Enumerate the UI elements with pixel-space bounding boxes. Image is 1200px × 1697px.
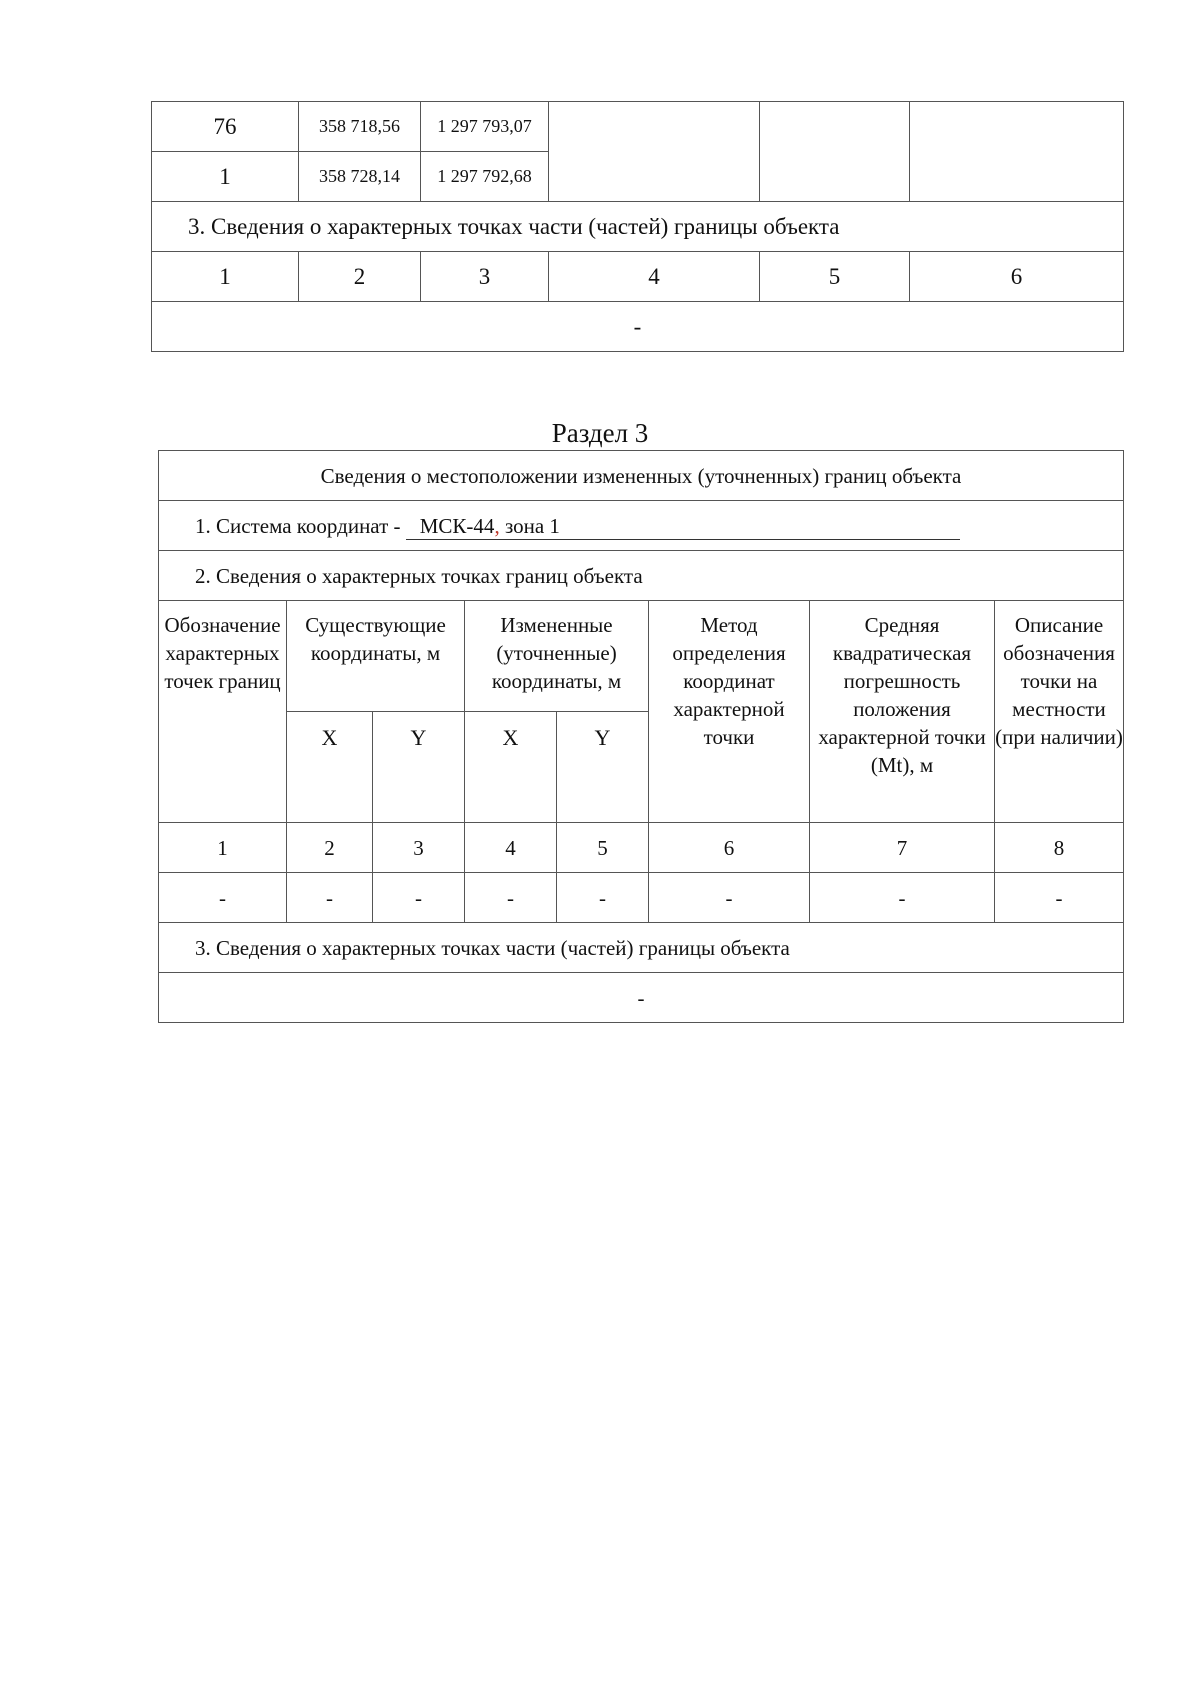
point-number: 76 (152, 102, 299, 152)
table-row (159, 923, 1124, 973)
point-number: 1 (152, 152, 299, 202)
table-row (159, 451, 1124, 501)
header-existing-coords: Существующие координаты, м (287, 601, 465, 712)
coordinate-system-value (406, 513, 960, 540)
column-number: 2 (287, 823, 373, 873)
column-number: 4 (549, 252, 760, 302)
empty-value: - (649, 873, 810, 923)
table-row (159, 873, 1124, 923)
column-number: 7 (810, 823, 995, 873)
coordinate-system-row (159, 501, 1124, 551)
column-number: 1 (152, 252, 299, 302)
header-x: X (465, 712, 557, 823)
empty-cell (760, 102, 910, 202)
empty-value: - (995, 873, 1124, 923)
empty-value: - (287, 873, 373, 923)
empty-value: - (373, 873, 465, 923)
table-row (159, 973, 1124, 1023)
column-numbers-row (152, 252, 1124, 302)
column-number: 3 (373, 823, 465, 873)
header-x: X (287, 712, 373, 823)
empty-value: - (159, 973, 1124, 1023)
table-row (152, 302, 1124, 352)
table-row (152, 102, 1124, 152)
coordinate-system-label: 1. Система координат - (195, 513, 406, 538)
column-number: 2 (299, 252, 421, 302)
column-number: 6 (910, 252, 1124, 302)
table-row (159, 501, 1124, 551)
boundary-points-table-continuation (151, 101, 1124, 352)
header-y: Y (557, 712, 649, 823)
table-title: Сведения о местоположении измененных (уточненных) границ объекта (159, 451, 1124, 501)
header-mean-error: Средняя квадратическая погрешность положения характерной точки (Mt), м (810, 601, 995, 823)
coordinate-system-zone: зона 1 (499, 513, 560, 538)
empty-value: - (810, 873, 995, 923)
parts-points-heading: 3. Сведения о характерных точках части (частей) границы объекта (152, 202, 1124, 252)
empty-cell (549, 102, 760, 202)
column-number: 1 (159, 823, 287, 873)
column-numbers-row (159, 823, 1124, 873)
coord-x: 358 718,56 (299, 102, 421, 152)
table-row (152, 202, 1124, 252)
header-row (159, 601, 1124, 712)
column-number: 5 (760, 252, 910, 302)
column-number: 5 (557, 823, 649, 873)
column-number: 4 (465, 823, 557, 873)
changed-boundaries-table (158, 450, 1124, 1023)
empty-value: - (159, 873, 287, 923)
header-changed-coords: Измененные (уточненные) координаты, м (465, 601, 649, 712)
points-heading: 2. Сведения о характерных точках границ объекта (159, 551, 1124, 601)
column-number: 6 (649, 823, 810, 873)
coord-y: 1 297 792,68 (421, 152, 549, 202)
parts-points-heading: 3. Сведения о характерных точках части (частей) границы объекта (159, 923, 1124, 973)
empty-cell (910, 102, 1124, 202)
coord-x: 358 728,14 (299, 152, 421, 202)
section-title: Раздел 3 (551, 418, 649, 448)
coordinate-system-name: МСК-44 (419, 513, 495, 538)
empty-value: - (152, 302, 1124, 352)
header-method: Метод определения координат характерной точки (649, 601, 810, 823)
empty-value: - (557, 873, 649, 923)
column-number: 3 (421, 252, 549, 302)
column-number: 8 (995, 823, 1124, 873)
header-designation: Обозначение характерных точек границ (159, 601, 287, 823)
coord-y: 1 297 793,07 (421, 102, 549, 152)
spellcheck-comma: , (494, 513, 500, 538)
empty-value: - (465, 873, 557, 923)
header-y: Y (373, 712, 465, 823)
table-row (159, 551, 1124, 601)
header-description: Описание обозначения точки на местности (при наличии) (995, 601, 1124, 823)
